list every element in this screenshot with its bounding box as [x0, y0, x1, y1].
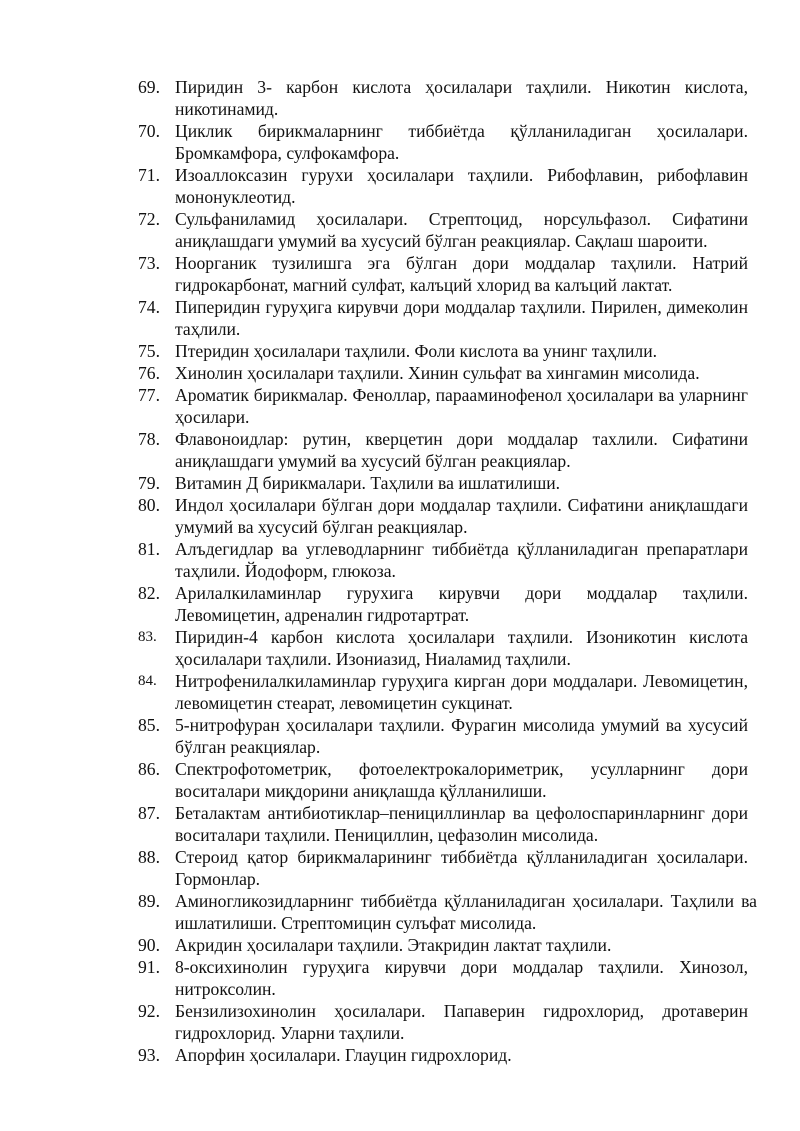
item-number: 84. [138, 673, 157, 689]
list-item [138, 538, 748, 582]
list-item [138, 626, 748, 670]
item-number: 86. [138, 759, 160, 779]
item-text: Акридин ҳосилалари таҳлили. Этакридин лактат таҳлили. [175, 935, 612, 955]
list-item [138, 340, 748, 362]
list-item [138, 384, 748, 428]
list-item [138, 164, 748, 208]
list-item [138, 956, 748, 1000]
item-text: Сульфаниламид ҳосилалари. Стрептоцид, норсульфазол. Сифатини аниқлашдаги умумий ва хусусий бўлган реакциялар. Сақлаш шароити. [175, 209, 748, 251]
item-number: 81. [138, 539, 160, 559]
list-item [138, 670, 748, 714]
list-item [138, 846, 748, 890]
item-text: Бензилизохинолин ҳосилалари. Папаверин гидрохлорид, дротаверин гидрохлорид. Уларни таҳлили. [175, 1001, 748, 1043]
list-item [138, 428, 748, 472]
item-number: 89. [138, 891, 160, 911]
item-number: 71. [138, 165, 160, 185]
list-item [138, 1000, 748, 1044]
item-text: Ароматик бирикмалар. Феноллар, парааминофенол ҳосилалари ва уларнинг ҳосилари. [175, 385, 748, 427]
list-item [138, 252, 748, 296]
item-number: 77. [138, 385, 160, 405]
item-number: 82. [138, 583, 160, 603]
item-number: 74. [138, 297, 160, 317]
list-item [138, 802, 748, 846]
item-text: Хинолин ҳосилалари таҳлили. Хинин сульфат ва хингамин мисолида. [175, 363, 700, 383]
item-number: 76. [138, 363, 160, 383]
list-item [138, 582, 748, 626]
item-text: Стероид қатор бирикмаларининг тиббиётда қўлланиладиган ҳосилалари. Гормонлар. [175, 847, 748, 889]
item-number: 78. [138, 429, 160, 449]
item-text: Алъдегидлар ва углеводларнинг тиббиётда қўлланиладиган препаратлари таҳлили. Йодоформ, глюкоза. [175, 539, 748, 581]
item-text: Пиперидин гуруҳига кирувчи дори моддалар таҳлили. Пирилен, димеколин таҳлили. [175, 297, 748, 339]
item-text: Спектрофотометрик, фотоелектрокалориметрик, усулларнинг дори воситалари миқдорини аниқлашда қўлланилиши. [175, 759, 748, 801]
item-text: 5-нитрофуран ҳосилалари таҳлили. Фурагин мисолида умумий ва хусусий бўлган реакциялар. [175, 715, 748, 757]
list-item [138, 296, 748, 340]
list-item [138, 76, 748, 120]
item-text: Ноорганик тузилишга эга бўлган дори моддалар таҳлили. Натрий гидрокарбонат, магний сулфат, калъций хлорид ва калъций лактат. [175, 253, 748, 295]
item-number: 85. [138, 715, 160, 735]
list-item [138, 494, 748, 538]
list-item [138, 714, 748, 758]
item-text: Пиридин 3- карбон кислота ҳосилалари таҳлили. Никотин кислота, никотинамид. [175, 77, 748, 119]
item-number: 88. [138, 847, 160, 867]
item-number: 69. [138, 77, 160, 97]
item-text: Изоаллоксазин гурухи ҳосилалари таҳлили. Рибофлавин, рибофлавин мононуклеотид. [175, 165, 748, 207]
item-text: Витамин Д бирикмалари. Таҳлили ва ишлатилиши. [175, 473, 561, 493]
item-number: 93. [138, 1045, 160, 1065]
item-text: Апорфин ҳосилалари. Глауцин гидрохлорид. [175, 1045, 512, 1065]
item-text: Циклик бирикмаларнинг тиббиётда қўлланиладиган ҳосилалари. Бромкамфора, сулфокамфора. [175, 121, 748, 163]
item-text: Птеридин ҳосилалари таҳлили. Фоли кислота ва унинг таҳлили. [175, 341, 658, 361]
item-number: 91. [138, 957, 160, 977]
list-item [138, 890, 757, 934]
item-number: 73. [138, 253, 160, 273]
list-item [138, 1044, 748, 1066]
exam-question-list [138, 76, 757, 1066]
list-item [138, 362, 748, 384]
item-text: Арилалкиламинлар гурухига кирувчи дори моддалар таҳлили. Левомицетин, адреналин гидротартрат. [175, 583, 748, 625]
item-number: 70. [138, 121, 160, 141]
item-text: 8-оксихинолин гуруҳига кирувчи дори моддалар таҳлили. Хинозол, нитроксолин. [175, 957, 748, 999]
item-text: Пиридин-4 карбон кислота ҳосилалари таҳлили. Изоникотин кислота ҳосилалари таҳлили. Изониазид, Ниаламид таҳлили. [175, 627, 748, 669]
item-text: Беталактам антибиотиклар–пенициллинлар ва цефолоспаринларнинг дори воситалари таҳлили. Пенициллин, цефазолин мисолида. [175, 803, 748, 845]
item-text: Нитрофенилалкиламинлар гуруҳига кирган дори моддалари. Левомицетин, левомицетин стеарат, левомицетин сукцинат. [175, 671, 748, 713]
item-number: 90. [138, 935, 160, 955]
item-number: 75. [138, 341, 160, 361]
item-number: 72. [138, 209, 160, 229]
item-text: Индол ҳосилалари бўлган дори моддалар таҳлили. Сифатини аниқлашдаги умумий ва хусусий бўлган реакциялар. [175, 495, 748, 537]
list-item [138, 934, 748, 956]
item-number: 92. [138, 1001, 160, 1021]
item-number: 79. [138, 473, 160, 493]
item-text: Флавоноидлар: рутин, кверцетин дори моддалар тахлили. Сифатини аниқлашдаги умумий ва хусусий бўлган реакциялар. [175, 429, 748, 471]
list-item [138, 208, 748, 252]
item-number: 87. [138, 803, 160, 823]
item-number: 80. [138, 495, 160, 515]
item-number: 83. [138, 629, 157, 645]
list-item [138, 758, 748, 802]
list-item [138, 472, 748, 494]
list-item [138, 120, 748, 164]
item-text: Аминогликозидларнинг тиббиётда қўлланиладиган ҳосилалари. Таҳлили ва ишлатилиши. Стрептомицин сулъфат мисолида. [175, 891, 757, 933]
